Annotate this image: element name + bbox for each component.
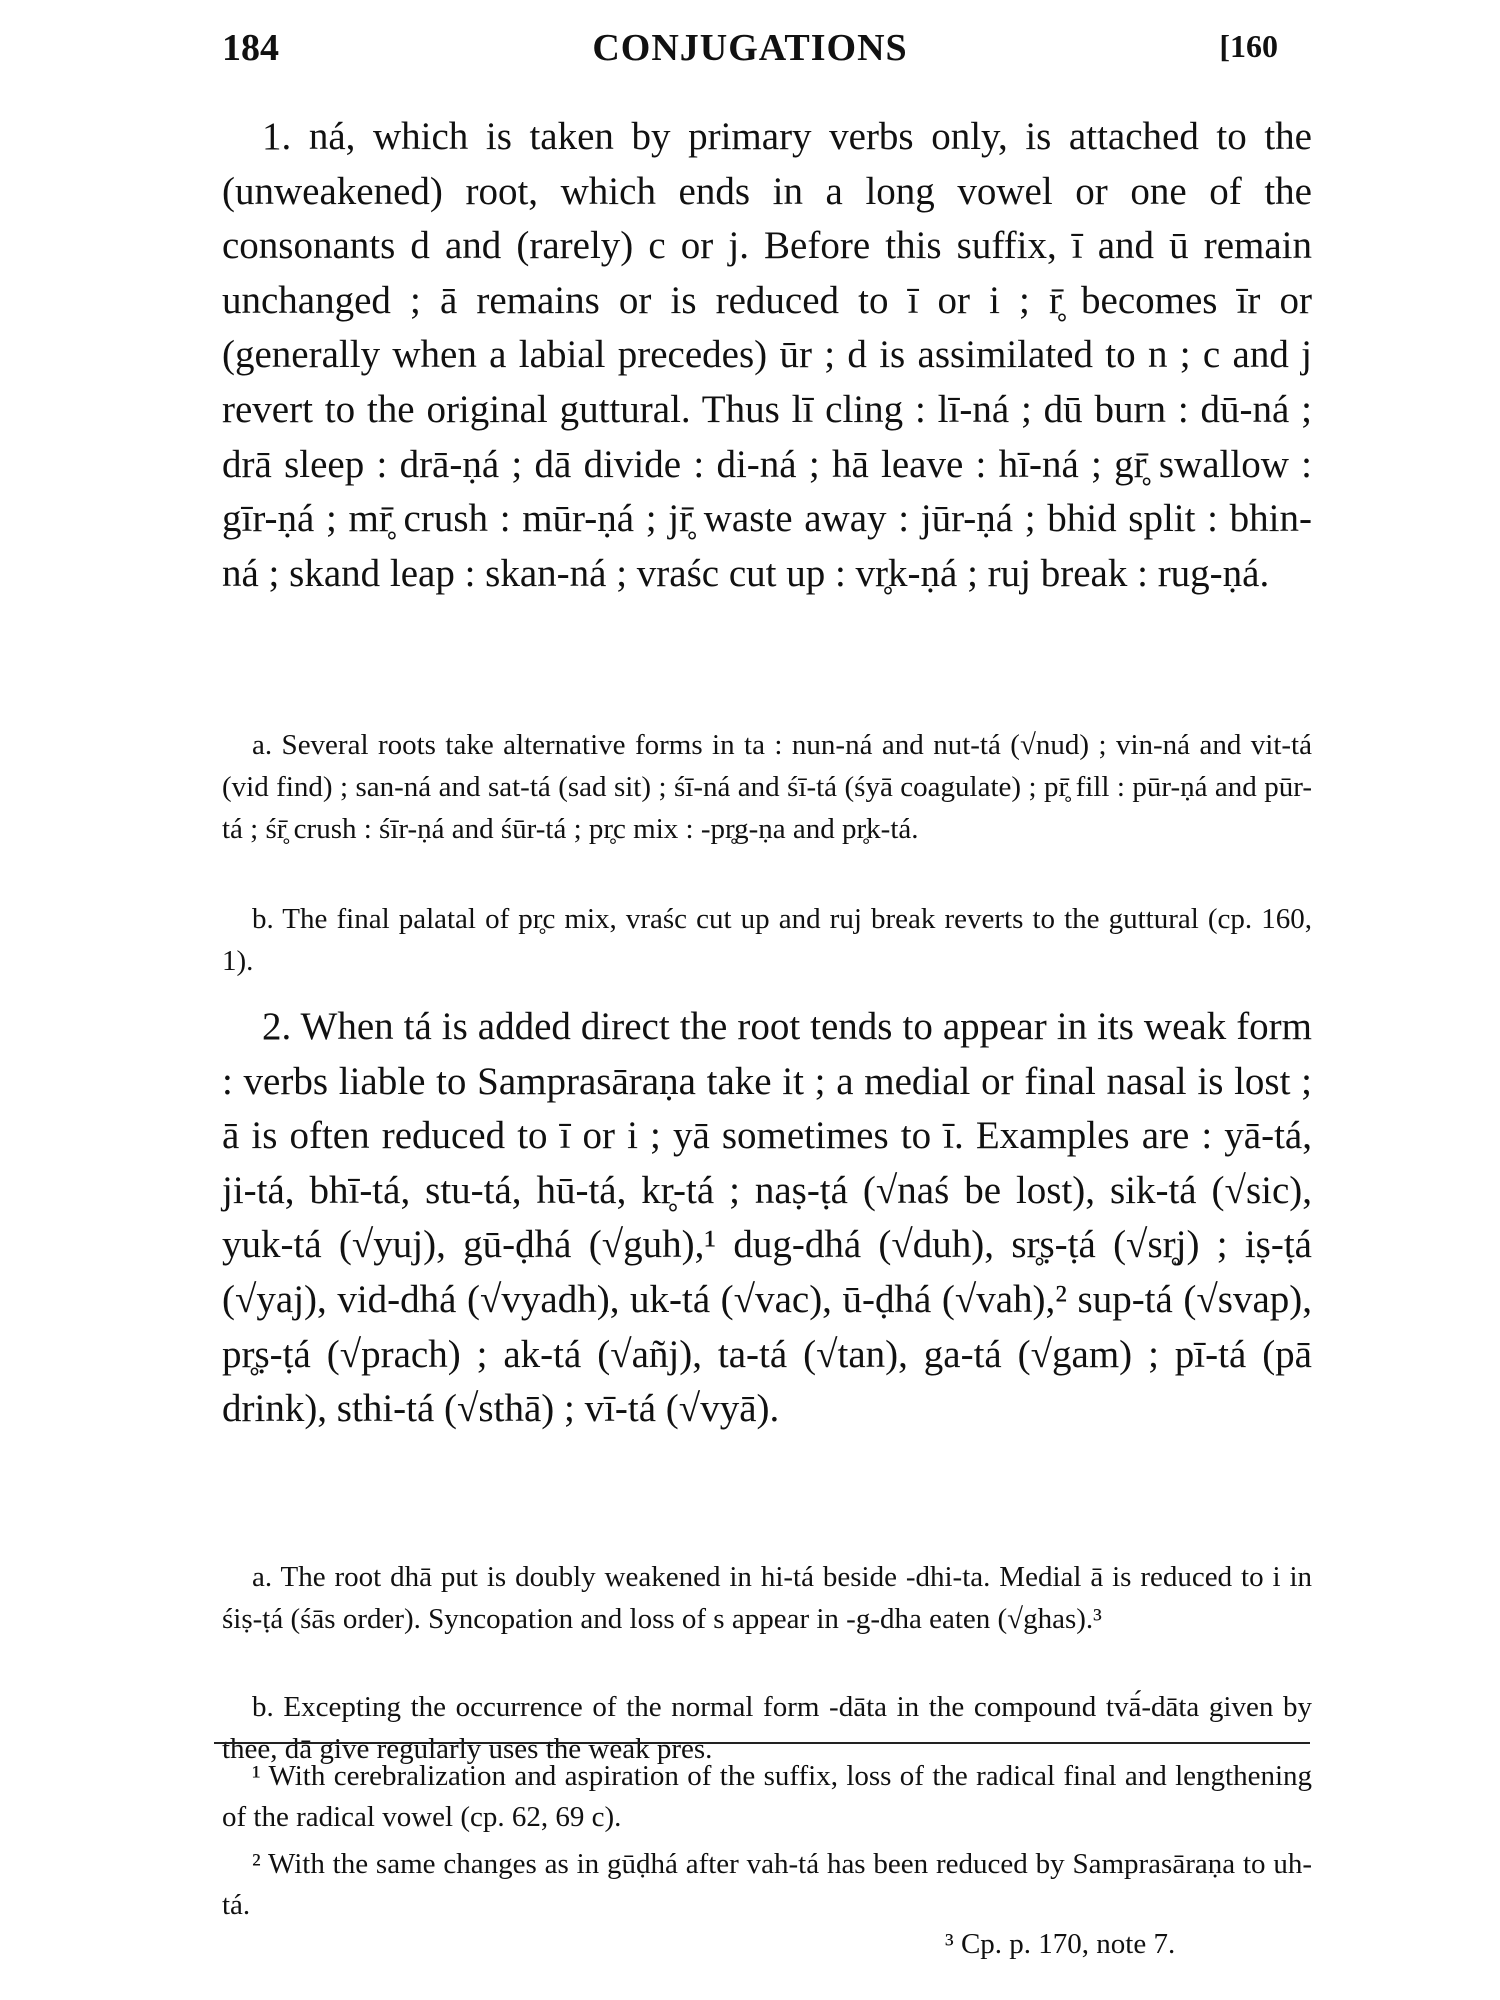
note-2b: b. Excepting the occurrence of the normal form -dāta in the compound tvā́-dāta given by thee, dā give regularly uses the weak pres.: [222, 1691, 1312, 1765]
page-number: 184: [222, 27, 279, 69]
page-header: [222, 22, 1278, 72]
paragraph-1: 1. ná, which is taken by primary verbs only, is attached to the (unweakened) root, which ends in a long vowel or one of the consonants d and (rarely) c or j. Before this suffix, ī and ū remain unchanged ; ā remains or is reduced to ī or i ; r̥̄ becomes īr or (generally when a labial precedes) ūr ; d is assimilated to n ; c and j revert to the original guttural. Thus lī cling : lī-ná ; dū burn : dū-ná ; drā sleep : drā-ṇá ; dā divide : di-ná ; hā leave : hī-ná ; gr̥̄ swallow : gīr-ṇá ; mr̥̄ crush : mūr-ṇá ; jr̥̄ waste away : jūr-ṇá ; bhid split : bhin-ná ; skand leap : skan-ná ; vraśc cut up : vr̥k-ṇá ; ruj break : rug-ṇá.: [222, 115, 1312, 595]
footnote-3: ³ Cp. p. 170, note 7.: [945, 1928, 1176, 1960]
footnote-1: ¹ With cerebralization and aspiration of the suffix, loss of the radical final and lengthening of the radical vowel (cp. 62, 69 c).: [222, 1760, 1312, 1833]
paragraph-2: 2. When tá is added direct the root tends to appear in its weak form : verbs liable to Samprasāraṇa take it ; a medial or final nasal is lost ; ā is often reduced to ī or i ; yā sometimes to ī. Examples are : yā-tá, ji-tá, bhī-tá, stu-tá, hū-tá, kr̥-tá ; naṣ-ṭá (√naś be lost), sik-tá (√sic), yuk-tá (√yuj), gū-ḍhá (√guh),¹ dug-dhá (√duh), sr̥ṣ-ṭá (√sr̥j) ; iṣ-ṭá (√yaj), vid-dhá (√vyadh), uk-tá (√vac), ū-ḍhá (√vah),² sup-tá (√svap), pr̥ṣ-ṭá (√prach) ; ak-tá (√añj), ta-tá (√tan), ga-tá (√gam) ; pī-tá (pā drink), sthi-tá (√sthā) ; vī-tá (√vyā).: [222, 1005, 1312, 1431]
note-1b: b. The final palatal of pr̥c mix, vraśc cut up and ruj break reverts to the guttural (cp. 160, 1).: [222, 903, 1312, 977]
note-2a: a. The root dhā put is doubly weakened in hi-tá beside -dhi-ta. Medial ā is reduced to i in śiṣ-ṭá (śās order). Syncopation and loss of s appear in -g-dha eaten (√ghas).³: [222, 1561, 1312, 1635]
section-number: [160: [1219, 28, 1278, 64]
footnote-rule: [214, 1742, 1310, 1744]
footnote-2: ² With the same changes as in gūḍhá after vah-tá has been reduced by Samprasāraṇa to uh-tá.: [222, 1848, 1312, 1921]
running-title: CONJUGATIONS: [592, 27, 908, 69]
note-1a: a. Several roots take alternative forms in ta : nun-ná and nut-tá (√nud) ; vin-ná and vit-tá (vid find) ; san-ná and sat-tá (sad sit) ; śī-ná and śī-tá (śyā coagulate) ; pr̥̄ fill : pūr-ṇá and pūr-tá ; śr̥̄ crush : śīr-ṇá and śūr-tá ; pr̥c mix : -pr̥g-ṇa and pr̥k-tá.: [222, 729, 1312, 845]
